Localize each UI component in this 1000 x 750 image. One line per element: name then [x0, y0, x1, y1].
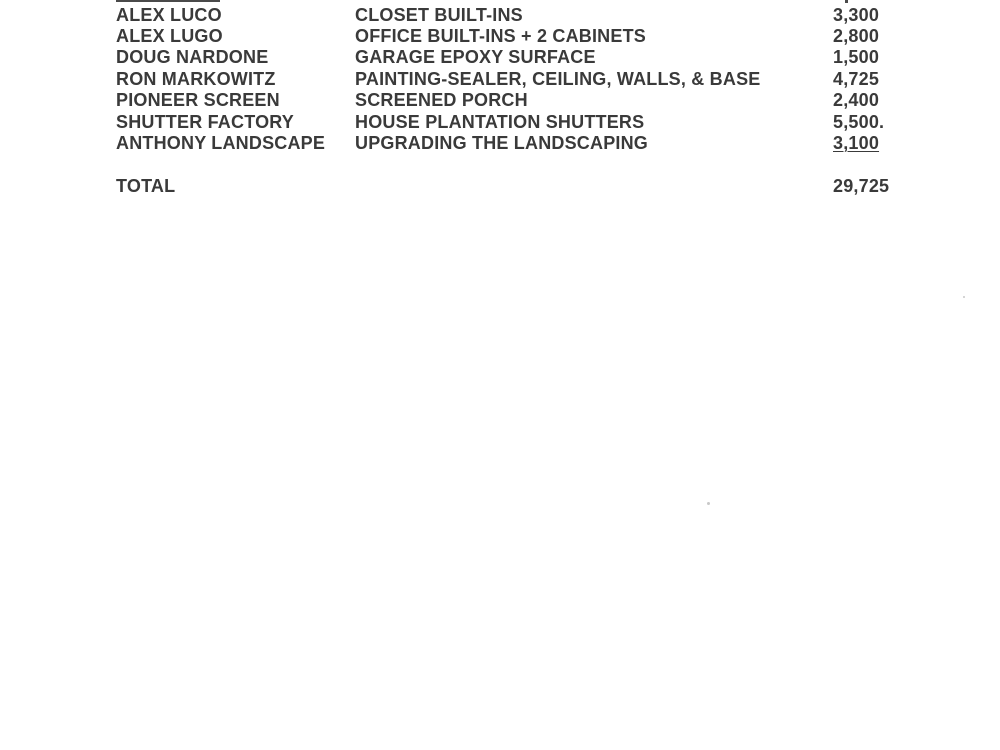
scan-speck: [963, 296, 965, 298]
work-description: PAINTING-SEALER, CEILING, WALLS, & BASE: [355, 69, 761, 89]
table-row: [0, 25, 1000, 47]
table-row: [0, 68, 1000, 90]
cropped-mark: [845, 0, 848, 3]
amount: 4,725: [833, 69, 880, 89]
total-label: TOTAL: [116, 176, 176, 196]
work-description: GARAGE EPOXY SURFACE: [355, 47, 596, 67]
vendor-name: ANTHONY LANDSCAPE: [116, 133, 326, 153]
total-row: [0, 175, 1000, 197]
cropped-underline: [116, 0, 220, 2]
vendor-name: ALEX LUCO: [116, 5, 222, 25]
vendor-name: ALEX LUGO: [116, 26, 223, 46]
amount: 5,500.: [833, 112, 885, 132]
table-row: [0, 89, 1000, 111]
amount: 2,800: [833, 26, 880, 46]
amount: 1,500: [833, 47, 880, 67]
amount: 3,100: [833, 133, 880, 153]
work-description: OFFICE BUILT-INS + 2 CABINETS: [355, 26, 646, 46]
vendor-name: RON MARKOWITZ: [116, 69, 276, 89]
work-description: SCREENED PORCH: [355, 90, 528, 110]
table-row: [0, 111, 1000, 133]
vendor-name: PIONEER SCREEN: [116, 90, 280, 110]
work-description: CLOSET BUILT-INS: [355, 5, 523, 25]
total-amount: 29,725: [833, 176, 890, 196]
scan-speck: [707, 502, 710, 505]
work-description: UPGRADING THE LANDSCAPING: [355, 133, 649, 153]
table-row: [0, 46, 1000, 68]
work-description: HOUSE PLANTATION SHUTTERS: [355, 112, 645, 132]
amount: 2,400: [833, 90, 880, 110]
vendor-name: SHUTTER FACTORY: [116, 112, 295, 132]
table-row: [0, 132, 1000, 154]
table-row: [0, 4, 1000, 26]
vendor-name: DOUG NARDONE: [116, 47, 269, 67]
amount: 3,300: [833, 5, 880, 25]
